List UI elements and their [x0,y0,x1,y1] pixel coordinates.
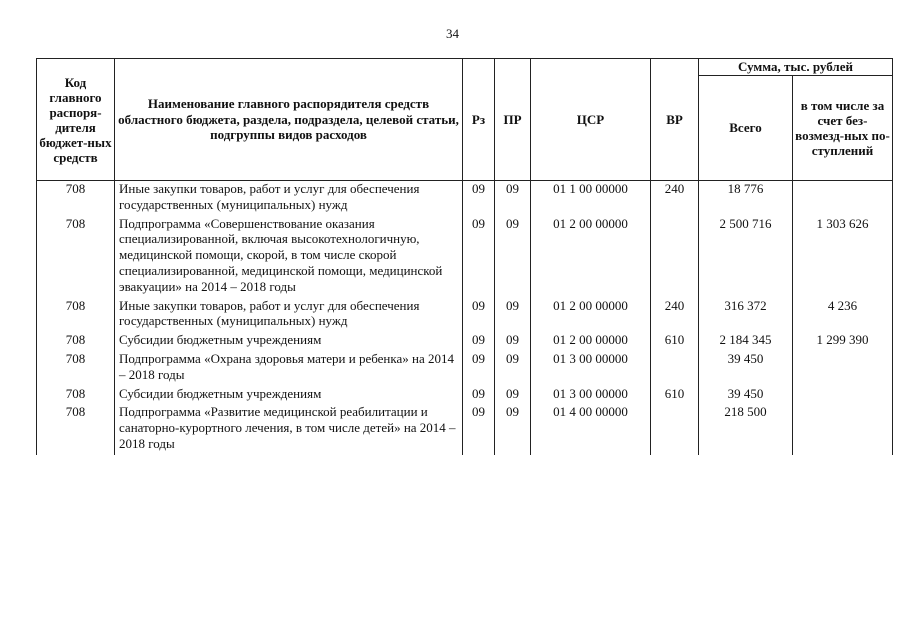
cell-name: Субсидии бюджетным учреждениям [115,386,463,405]
cell-vr: 610 [651,386,699,405]
header-code: Код главного распоря-дителя бюджет-ных средств [37,59,115,181]
table-row [37,298,893,333]
table-row [37,386,893,405]
cell-including [793,181,893,216]
header-name: Наименование главного распорядителя средств областного бюджета, раздела, подраздела, целевой статьи, подгруппы видов расходов [115,59,463,181]
table-row [37,332,893,351]
cell-name: Субсидии бюджетным учреждениям [115,332,463,351]
cell-pr: 09 [495,404,531,454]
cell-code: 708 [37,216,115,298]
header-vr: ВР [651,59,699,181]
header-sum: Сумма, тыс. рублей [699,59,893,76]
cell-total: 218 500 [699,404,793,454]
table-row [37,404,893,454]
cell-vr: 240 [651,181,699,216]
table-row [37,351,893,386]
header-csr: ЦСР [531,59,651,181]
cell-name: Подпрограмма «Охрана здоровья матери и ребенка» на 2014 – 2018 годы [115,351,463,386]
cell-vr [651,351,699,386]
cell-csr: 01 2 00 00000 [531,216,651,298]
cell-pr: 09 [495,181,531,216]
header-total: Всего [699,76,793,181]
cell-including [793,351,893,386]
cell-code: 708 [37,386,115,405]
cell-rz: 09 [463,216,495,298]
cell-csr: 01 3 00 00000 [531,386,651,405]
cell-csr: 01 2 00 00000 [531,298,651,333]
cell-rz: 09 [463,332,495,351]
table-row [37,216,893,298]
cell-rz: 09 [463,386,495,405]
cell-code: 708 [37,351,115,386]
cell-total: 39 450 [699,386,793,405]
cell-including [793,404,893,454]
cell-csr: 01 2 00 00000 [531,332,651,351]
cell-rz: 09 [463,298,495,333]
cell-pr: 09 [495,298,531,333]
cell-including: 4 236 [793,298,893,333]
cell-code: 708 [37,181,115,216]
cell-pr: 09 [495,332,531,351]
cell-vr: 240 [651,298,699,333]
cell-including: 1 299 390 [793,332,893,351]
cell-csr: 01 3 00 00000 [531,351,651,386]
cell-rz: 09 [463,181,495,216]
budget-table [36,58,893,455]
page-number: 34 [446,26,459,41]
header-pr: ПР [495,59,531,181]
cell-vr [651,404,699,454]
table-row [37,181,893,216]
cell-rz: 09 [463,404,495,454]
cell-code: 708 [37,298,115,333]
cell-csr: 01 1 00 00000 [531,181,651,216]
cell-name: Подпрограмма «Совершенствование оказания специализированной, включая высокотехнологичную, медицинской помощи, скорой, в том числе скорой специализированной, медицинской помощи, медицинской эвакуации» на 2014 – 2018 годы [115,216,463,298]
cell-pr: 09 [495,216,531,298]
cell-name: Иные закупки товаров, работ и услуг для обеспечения государственных (муниципальных) нужд [115,298,463,333]
cell-pr: 09 [495,386,531,405]
header-rz: Рз [463,59,495,181]
cell-total: 39 450 [699,351,793,386]
cell-total: 316 372 [699,298,793,333]
cell-including: 1 303 626 [793,216,893,298]
cell-name: Подпрограмма «Развитие медицинской реабилитации и санаторно-курортного лечения, в том числе детей» на 2014 – 2018 годы [115,404,463,454]
cell-vr [651,216,699,298]
cell-code: 708 [37,332,115,351]
table-header [37,59,893,181]
cell-csr: 01 4 00 00000 [531,404,651,454]
cell-rz: 09 [463,351,495,386]
cell-code: 708 [37,404,115,454]
cell-total: 2 500 716 [699,216,793,298]
cell-total: 18 776 [699,181,793,216]
cell-pr: 09 [495,351,531,386]
cell-name: Иные закупки товаров, работ и услуг для обеспечения государственных (муниципальных) нужд [115,181,463,216]
cell-total: 2 184 345 [699,332,793,351]
header-including: в том числе за счет без-возмезд-ных по-ступлений [793,76,893,181]
cell-including [793,386,893,405]
cell-vr: 610 [651,332,699,351]
